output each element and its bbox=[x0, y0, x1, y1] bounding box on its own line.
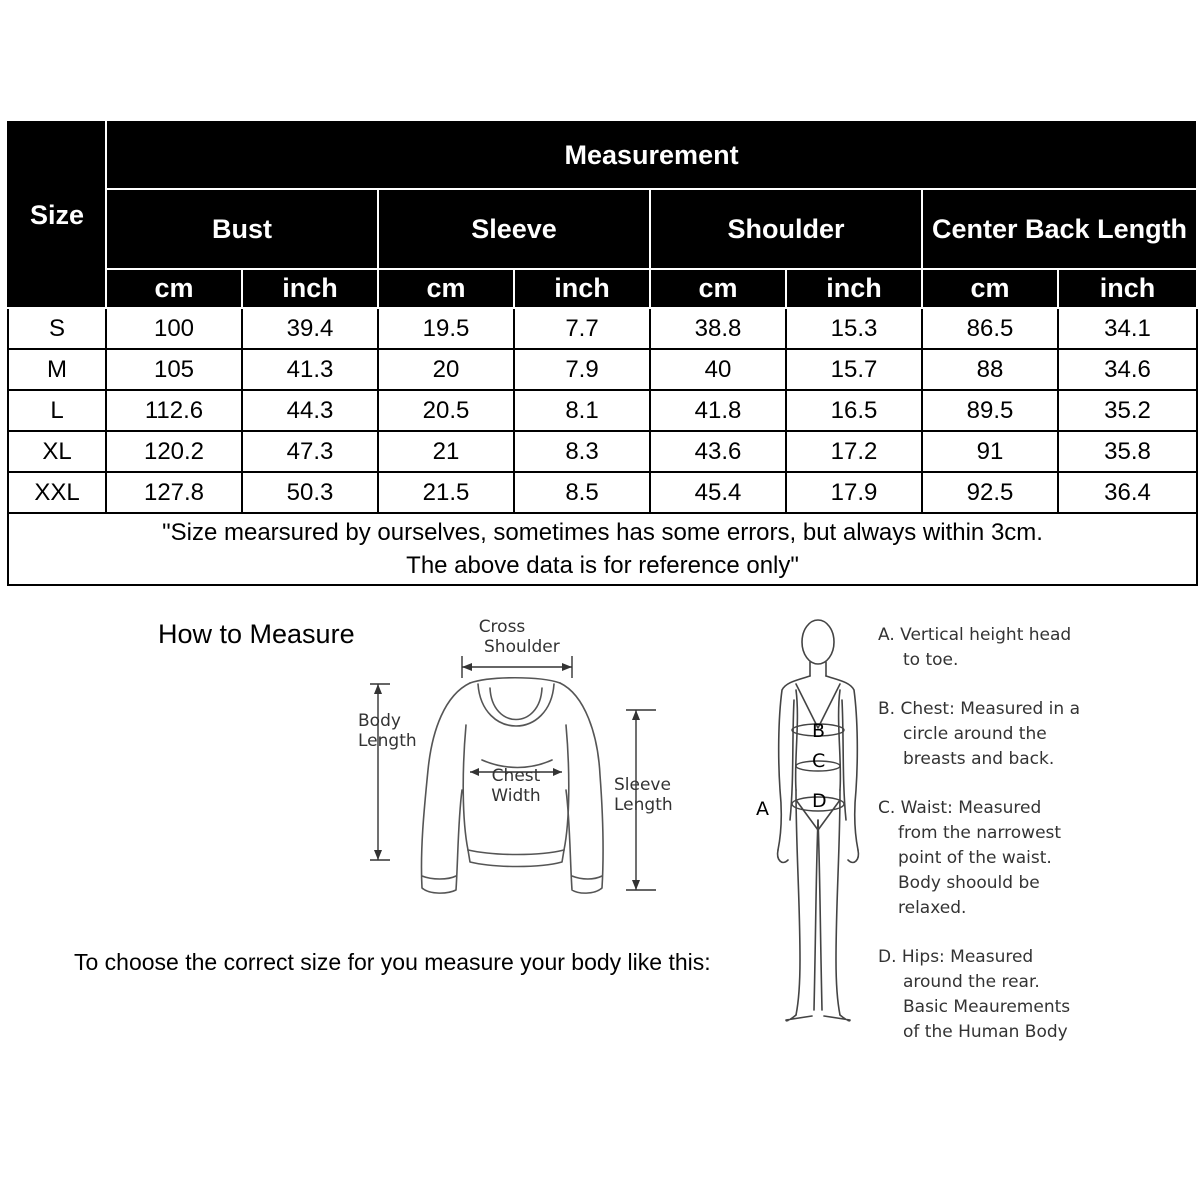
value-cell: 88 bbox=[922, 349, 1058, 390]
value-cell: 8.1 bbox=[514, 390, 650, 431]
step-line: point of the waist. bbox=[898, 848, 1052, 868]
size-chart-table bbox=[7, 121, 1198, 586]
body-diagram bbox=[750, 610, 870, 1030]
unit-header: cm bbox=[650, 269, 786, 308]
step-line: around the rear. bbox=[903, 972, 1040, 992]
measurement-step bbox=[878, 623, 1118, 673]
step-line: Body shoould be bbox=[898, 873, 1040, 893]
measurement-step bbox=[878, 697, 1118, 772]
chest-width-label-line2: Width bbox=[491, 786, 541, 806]
value-cell: 91 bbox=[922, 431, 1058, 472]
measurement-step bbox=[878, 945, 1118, 1045]
value-cell: 35.2 bbox=[1058, 390, 1197, 431]
value-cell: 8.3 bbox=[514, 431, 650, 472]
size-header: Size bbox=[8, 122, 106, 308]
value-cell: 21.5 bbox=[378, 472, 514, 513]
value-cell: 8.5 bbox=[514, 472, 650, 513]
body-letter-b: B bbox=[812, 720, 826, 742]
value-cell: 35.8 bbox=[1058, 431, 1197, 472]
step-line: Basic Meaurements bbox=[903, 997, 1071, 1017]
value-cell: 34.6 bbox=[1058, 349, 1197, 390]
how-to-measure-title: How to Measure bbox=[158, 619, 355, 649]
value-cell: 20 bbox=[378, 349, 514, 390]
footnote-line-1: "Size mearsured by ourselves, sometimes has some errors, but always within 3cm. bbox=[162, 519, 1043, 546]
size-cell: XL bbox=[8, 431, 106, 472]
step-line: to toe. bbox=[903, 650, 959, 670]
table-row bbox=[8, 308, 1197, 349]
value-cell: 50.3 bbox=[242, 472, 378, 513]
value-cell: 92.5 bbox=[922, 472, 1058, 513]
value-cell: 34.1 bbox=[1058, 308, 1197, 349]
chest-width-label-line1: Chest bbox=[491, 766, 541, 786]
table-row bbox=[8, 349, 1197, 390]
value-cell: 17.9 bbox=[786, 472, 922, 513]
group-header-sleeve: Sleeve bbox=[378, 189, 650, 269]
value-cell: 45.4 bbox=[650, 472, 786, 513]
size-cell: M bbox=[8, 349, 106, 390]
unit-header: cm bbox=[106, 269, 242, 308]
footnote-line-2: The above data is for reference only" bbox=[406, 552, 799, 579]
cross-shoulder-label bbox=[470, 617, 560, 657]
step-title: D. Hips: Measured bbox=[878, 947, 1034, 967]
body-letter-a: A bbox=[756, 798, 769, 820]
unit-header: cm bbox=[378, 269, 514, 308]
value-cell: 86.5 bbox=[922, 308, 1058, 349]
chest-width-label bbox=[486, 766, 546, 806]
value-cell: 38.8 bbox=[650, 308, 786, 349]
value-cell: 20.5 bbox=[378, 390, 514, 431]
measurement-step bbox=[878, 796, 1118, 921]
unit-header: cm bbox=[922, 269, 1058, 308]
step-line: relaxed. bbox=[898, 898, 967, 918]
value-cell: 44.3 bbox=[242, 390, 378, 431]
table-row bbox=[8, 472, 1197, 513]
value-cell: 41.3 bbox=[242, 349, 378, 390]
size-cell: S bbox=[8, 308, 106, 349]
step-line: from the narrowest bbox=[898, 823, 1062, 843]
group-header-bust: Bust bbox=[106, 189, 378, 269]
value-cell: 120.2 bbox=[106, 431, 242, 472]
measurement-steps bbox=[878, 623, 1118, 1045]
cross-shoulder-label-line1: Cross bbox=[478, 617, 526, 637]
value-cell: 112.6 bbox=[106, 390, 242, 431]
value-cell: 127.8 bbox=[106, 472, 242, 513]
body-letter-d: D bbox=[812, 790, 827, 812]
sleeve-length-label bbox=[614, 775, 673, 815]
value-cell: 41.8 bbox=[650, 390, 786, 431]
body-length-label-line2: Length bbox=[358, 731, 417, 751]
unit-header: inch bbox=[242, 269, 378, 308]
value-cell: 15.3 bbox=[786, 308, 922, 349]
value-cell: 36.4 bbox=[1058, 472, 1197, 513]
unit-header: inch bbox=[786, 269, 922, 308]
value-cell: 7.7 bbox=[514, 308, 650, 349]
value-cell: 43.6 bbox=[650, 431, 786, 472]
value-cell: 105 bbox=[106, 349, 242, 390]
unit-header: inch bbox=[514, 269, 650, 308]
instruction-text: To choose the correct size for you measure your body like this: bbox=[74, 949, 711, 975]
size-cell: L bbox=[8, 390, 106, 431]
body-outline bbox=[778, 620, 859, 1021]
unit-header: inch bbox=[1058, 269, 1197, 308]
step-line: of the Human Body bbox=[903, 1022, 1068, 1042]
sleeve-length-label-line2: Length bbox=[614, 795, 673, 815]
value-cell: 21 bbox=[378, 431, 514, 472]
value-cell: 39.4 bbox=[242, 308, 378, 349]
value-cell: 89.5 bbox=[922, 390, 1058, 431]
table-row bbox=[8, 431, 1197, 472]
body-letter-c: C bbox=[812, 750, 826, 772]
step-line: breasts and back. bbox=[903, 749, 1055, 769]
value-cell: 40 bbox=[650, 349, 786, 390]
value-cell: 7.9 bbox=[514, 349, 650, 390]
step-title: B. Chest: Measured in a bbox=[878, 699, 1080, 719]
table-footnote bbox=[8, 513, 1197, 585]
value-cell: 47.3 bbox=[242, 431, 378, 472]
value-cell: 100 bbox=[106, 308, 242, 349]
cross-shoulder-label-line2: Shoulder bbox=[484, 637, 560, 657]
group-header-center-back-length: Center Back Length bbox=[922, 189, 1197, 269]
body-length-label-line1: Body bbox=[358, 711, 401, 731]
group-header-shoulder: Shoulder bbox=[650, 189, 922, 269]
value-cell: 15.7 bbox=[786, 349, 922, 390]
step-title: A. Vertical height head bbox=[878, 625, 1072, 645]
value-cell: 19.5 bbox=[378, 308, 514, 349]
size-cell: XXL bbox=[8, 472, 106, 513]
measurement-header: Measurement bbox=[106, 122, 1197, 189]
sleeve-length-label-line1: Sleeve bbox=[614, 775, 671, 795]
table-row bbox=[8, 390, 1197, 431]
step-title: C. Waist: Measured bbox=[878, 798, 1042, 818]
step-line: circle around the bbox=[903, 724, 1047, 744]
value-cell: 17.2 bbox=[786, 431, 922, 472]
body-length-label bbox=[358, 711, 417, 751]
value-cell: 16.5 bbox=[786, 390, 922, 431]
